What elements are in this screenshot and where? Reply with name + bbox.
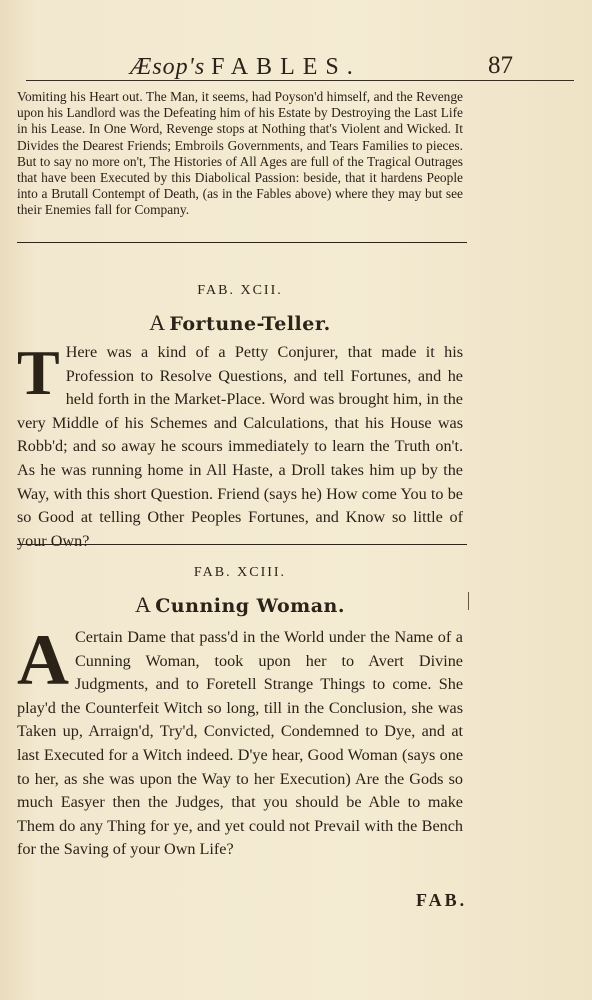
running-head-title (130, 54, 361, 81)
fable-92-dropcap: T (17, 337, 60, 408)
fable-93-number: FAB. XCIII. (193, 565, 287, 580)
continuation-paragraph: Vomiting his Heart out. The Man, it seems, had Poyson'd himself, and the Revenge upon his Landlord was the Defeating him of his Estate by Destroying the Last Life in his Lease. In One Word, Revenge stops at Nothing that's Violent and Wicked. It Divides the Dearest Friends; Embroils Governments, and Tears Families to pieces. But to say no more on't, The Histories of All Ages are full of the Tragical Outrages that have been Executed by this Diabolical Passion: beside, that it hardens People into a Brutall Contempt of Death, (as in the Fables above) where they may but see their Enemies fall for Company. (17, 89, 463, 218)
fable-93-title (0, 592, 480, 618)
fable-93-dropcap: A (17, 620, 69, 700)
section-divider (17, 544, 467, 545)
fable-93-text (17, 620, 463, 862)
fable-93-title-prefix: A (135, 592, 150, 617)
ink-mark (468, 592, 469, 610)
fable-92-number: FAB. XCII. (197, 283, 283, 298)
section-divider (17, 242, 467, 243)
header-rule (26, 80, 574, 81)
page-number: 87 (488, 52, 513, 79)
fable-92-title-text: Fortune-Teller. (169, 313, 331, 335)
fable-92-body: Here was a kind of a Petty Conjurer, that made it his Profession to Resolve Questions, and tell Fortunes, and he held forth in the Market-Place. Word was brought him, in the very Middle of his Schemes and Calculations, that his House was Robb'd; and so away he scours immediately to learn the Truth on't. As he was running home in All Haste, a Droll takes him up by the Way, with this short Question. Friend (says he) How come You to be so Good at telling Other Peoples Fortunes, and Know so little of your Own? (17, 343, 463, 550)
fable-92-text (17, 337, 463, 553)
fable-93-body: Certain Dame that pass'd in the World under the Name of a Cunning Woman, took upon her to Avert Divine Judgments, and to Foretell Strange Things to come. She play'd the Counterfeit Witch so long, till in the Conclusion, she was Taken up, Arraign'd, Try'd, Convicted, Condemned to Dye, and at last Executed for a Witch indeed. D'ye hear, Good Woman (says one to her, as she was upon the Way to her Execution) Are the Gods so much Easyer then the Judges, that you should be Able to make Them do any Thing for ye, and yet could not Prevail with the Bench for the Saving of your Own Life? (17, 628, 463, 859)
running-head-title-italic: Æsop's (130, 54, 206, 80)
fable-93-title-text: Cunning Woman. (155, 595, 345, 617)
running-head (0, 52, 592, 82)
fable-92-title (0, 310, 480, 336)
running-head-title-caps: FABLES. (211, 54, 361, 80)
catchword: FAB. (416, 890, 468, 910)
fable-92-title-prefix: A (149, 310, 164, 335)
